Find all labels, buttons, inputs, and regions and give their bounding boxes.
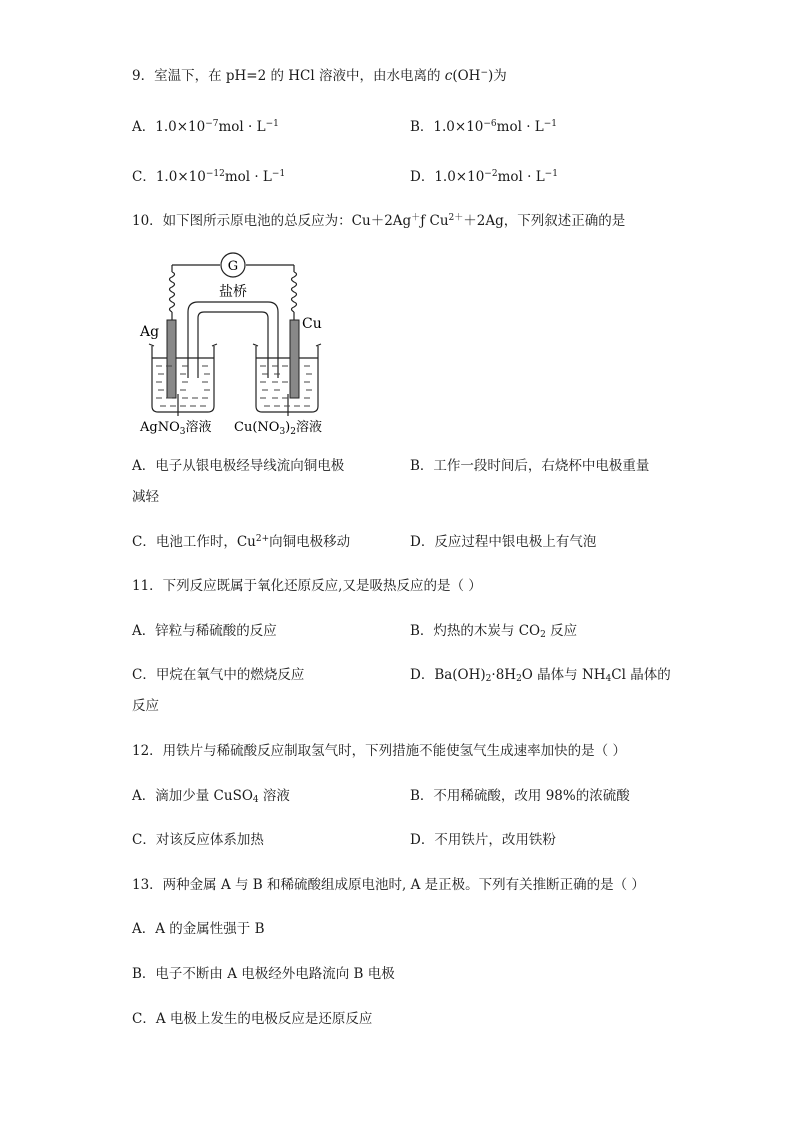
q13-stem: 13．两种金属 A 与 B 和稀硫酸组成原电池时, A 是正极。下列有关推断正确的是（ ） <box>132 877 645 893</box>
copper-electrode <box>290 320 299 398</box>
q10-option-c: C．电池工作时，$Cu^{2+}$向铜电极移动 <box>132 534 351 550</box>
left-beaker <box>152 346 214 412</box>
q9-stem: 9．室温下，在 pH=2 的 HCl 溶液中，由水电离的 c(OH−)为 <box>132 68 507 84</box>
silver-electrode <box>167 320 176 398</box>
agno3-solution-label: AgNO$_3$溶液 <box>140 420 212 437</box>
cuno32-solution-label: $Cu(NO_3)_2$溶液 <box>234 420 322 437</box>
q9-stem-c: c <box>444 68 453 84</box>
q9-option-b: B．$1.0\times 10^{-6}mol \cdot L^{-1}$ <box>410 119 558 135</box>
coil-left-icon <box>170 272 175 312</box>
q12-stem: 12．用铁片与稀硫酸反应制取氢气时，下列措施不能使氢气生成速率加快的是（ ） <box>132 743 626 759</box>
galvanometer-label: G <box>227 259 239 274</box>
q11-option-c: C．甲烷在氧气中的燃烧反应 <box>132 667 305 683</box>
salt-bridge-inner <box>198 312 268 378</box>
q10-option-a: A．电子从银电极经导线流向铜电极 <box>132 458 345 474</box>
q10-option-b: B．工作一段时间后，右烧杯中电极重量 <box>410 458 650 474</box>
q12-option-b: B．不用稀硫酸，改用 98%的浓硫酸 <box>410 788 630 804</box>
q12-option-c: C．对该反应体系加热 <box>132 832 264 848</box>
ag-electrode-label: Ag <box>140 324 160 340</box>
salt-bridge-outer <box>188 302 278 378</box>
q10-stem: 10．如下图所示原电池的总反应为：Cu＋2Ag＋ƒ $Cu^{2+}+2Ag$，下列叙述正确的是 <box>132 213 626 229</box>
cu-electrode-label: Cu <box>302 316 322 332</box>
q13-option-c: C．A 电极上发生的电极反应是还原反应 <box>132 1011 373 1027</box>
right-beaker <box>256 346 318 412</box>
q13-option-a: A．A 的金属性强于 B <box>132 921 265 937</box>
q12-option-a: A．滴加少量 CuSO$_4$ 溶液 <box>132 788 290 805</box>
q9-option-c: C．$1.0\times 10^{-12}mol \cdot L^{-1}$ <box>132 169 286 185</box>
q10-option-b-continued: 减轻 <box>132 489 159 505</box>
q11-stem: 11．下列反应既属于氧化还原反应,又是吸热反应的是（ ） <box>132 578 482 594</box>
q9-option-d: D．$1.0\times 10^{-2}mol \cdot L^{-1}$ <box>410 169 558 185</box>
q11-option-a: A．锌粒与稀硫酸的反应 <box>132 623 277 639</box>
solution-hatching <box>156 366 312 406</box>
q11-option-d: D．$Ba(OH)_2\cdot 8H_2O$ 晶体与 $NH_4Cl$ 晶体的 <box>410 667 671 684</box>
q11-option-b: B．灼热的木炭与 $CO_2$ 反应 <box>410 623 578 640</box>
galvanic-cell-diagram <box>132 250 332 440</box>
q10-option-d: D．反应过程中银电极上有气泡 <box>410 534 597 550</box>
q11-option-d-continued: 反应 <box>132 698 159 714</box>
salt-bridge-label: 盐桥 <box>219 284 247 300</box>
coil-right-icon <box>292 272 297 312</box>
q12-option-d: D．不用铁片，改用铁粉 <box>410 832 556 848</box>
q9-option-a: A．$1.0\times 10^{-7}mol \cdot L^{-1}$ <box>132 119 279 135</box>
q13-option-b: B．电子不断由 A 电极经外电路流向 B 电极 <box>132 966 395 982</box>
